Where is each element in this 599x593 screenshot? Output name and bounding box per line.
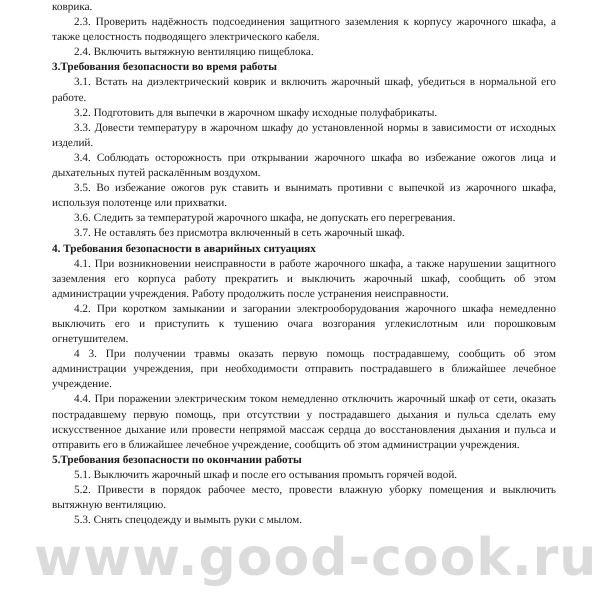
section-heading-5: 5.Требования безопасности по окончании работы [52,453,302,466]
paragraph-2-3: 2.3. Проверить надёжность подсоединения защитного заземления к корпусу жарочного шкафа, а также целостность подводящего электрического кабеля. [52,16,556,44]
section-heading-4: 4. Требования безопасности в аварийных ситуациях [52,242,316,255]
paragraph-5-2: 5.2. Привести в порядок рабочее место, провести влажную уборку помещения и выключить вытяжную вентиляцию. [52,484,556,512]
paragraph-4-2: 4.2. При коротком замыкании и загорании электрооборудования жарочного шкафа немедленно выключить его и приступить к тушению очага возгорания углекислотным или порошковым огнетушителем. [52,302,556,346]
paragraph-4-1: 4.1. При возникновении неисправности в работе жарочного шкафа, а также нарушении защитного заземления его корпуса работу прекратить и выключить жарочный шкаф, сообщить об этом администрации учреждения. Работу продолжить после устранения неисправности. [52,257,556,300]
paragraph-5-3: 5.3. Снять спецодежду и вымыть руки с мылом. [74,514,303,527]
paragraph-2-2-end: коврика. [52,1,93,13]
paragraph-5-1: 5.1. Выключить жарочный шкаф и после его остывания промыть горячей водой. [74,468,458,481]
paragraph-4-3: 4 3. При получении травмы оказать первую помощь пострадавшему, сообщить об этом администрации учреждения, при необходимости отправить пострадавшего в ближайшее лечебное учреждение. [52,348,556,391]
site-watermark: www.good-cook.ru [34,528,598,588]
paragraph-3-6: 3.6. Следить за температурой жарочного шкафа, не допускать его перегревания. [74,212,456,225]
paragraph-3-2: 3.2. Подготовить для выпечки в жарочном шкафу исходные полуфабрикаты. [74,106,438,119]
paragraph-3-4: 3.4. Соблюдать осторожность при открывании жарочного шкафа во избежание ожогов лица и дыхательных путей раскалённым воздухом. [52,151,556,180]
section-heading-3: 3.Требования безопасности во время работы [52,61,277,74]
paragraph-3-1: 3.1. Встать на диэлектрический коврик и включить жарочный шкаф, убедиться в нормальной его работе. [52,76,556,104]
document-page [52,0,556,528]
paragraph-2-4: 2.4. Включить вытяжную вентиляцию пищеблока. [74,46,314,59]
paragraph-3-5: 3.5. Во избежание ожогов рук ставить и вынимать противни с выпечкой из жарочного шкафа, используя полотенце или прихватки. [52,182,556,210]
paragraph-3-7: 3.7. Не оставлять без присмотра включенный в сеть жарочный шкаф. [74,227,405,240]
paragraph-4-4: 4.4. При поражении электрическим током немедленно отключить жарочный шкаф от сети, оказать пострадавшему первую помощь, при отсутствии у пострадавшего дыхания и пульса сделать ему искусственное дыхание или провести непрямой массаж сердца до восстановления дыхания и пульса и отправить его в ближайшее лечебное учреждение, сообщить об этом администрации учреждения. [52,393,556,451]
paragraph-3-3: 3.3. Довести температуру в жарочном шкафу до установленной нормы в зависимости от исходных изделий. [52,121,556,149]
